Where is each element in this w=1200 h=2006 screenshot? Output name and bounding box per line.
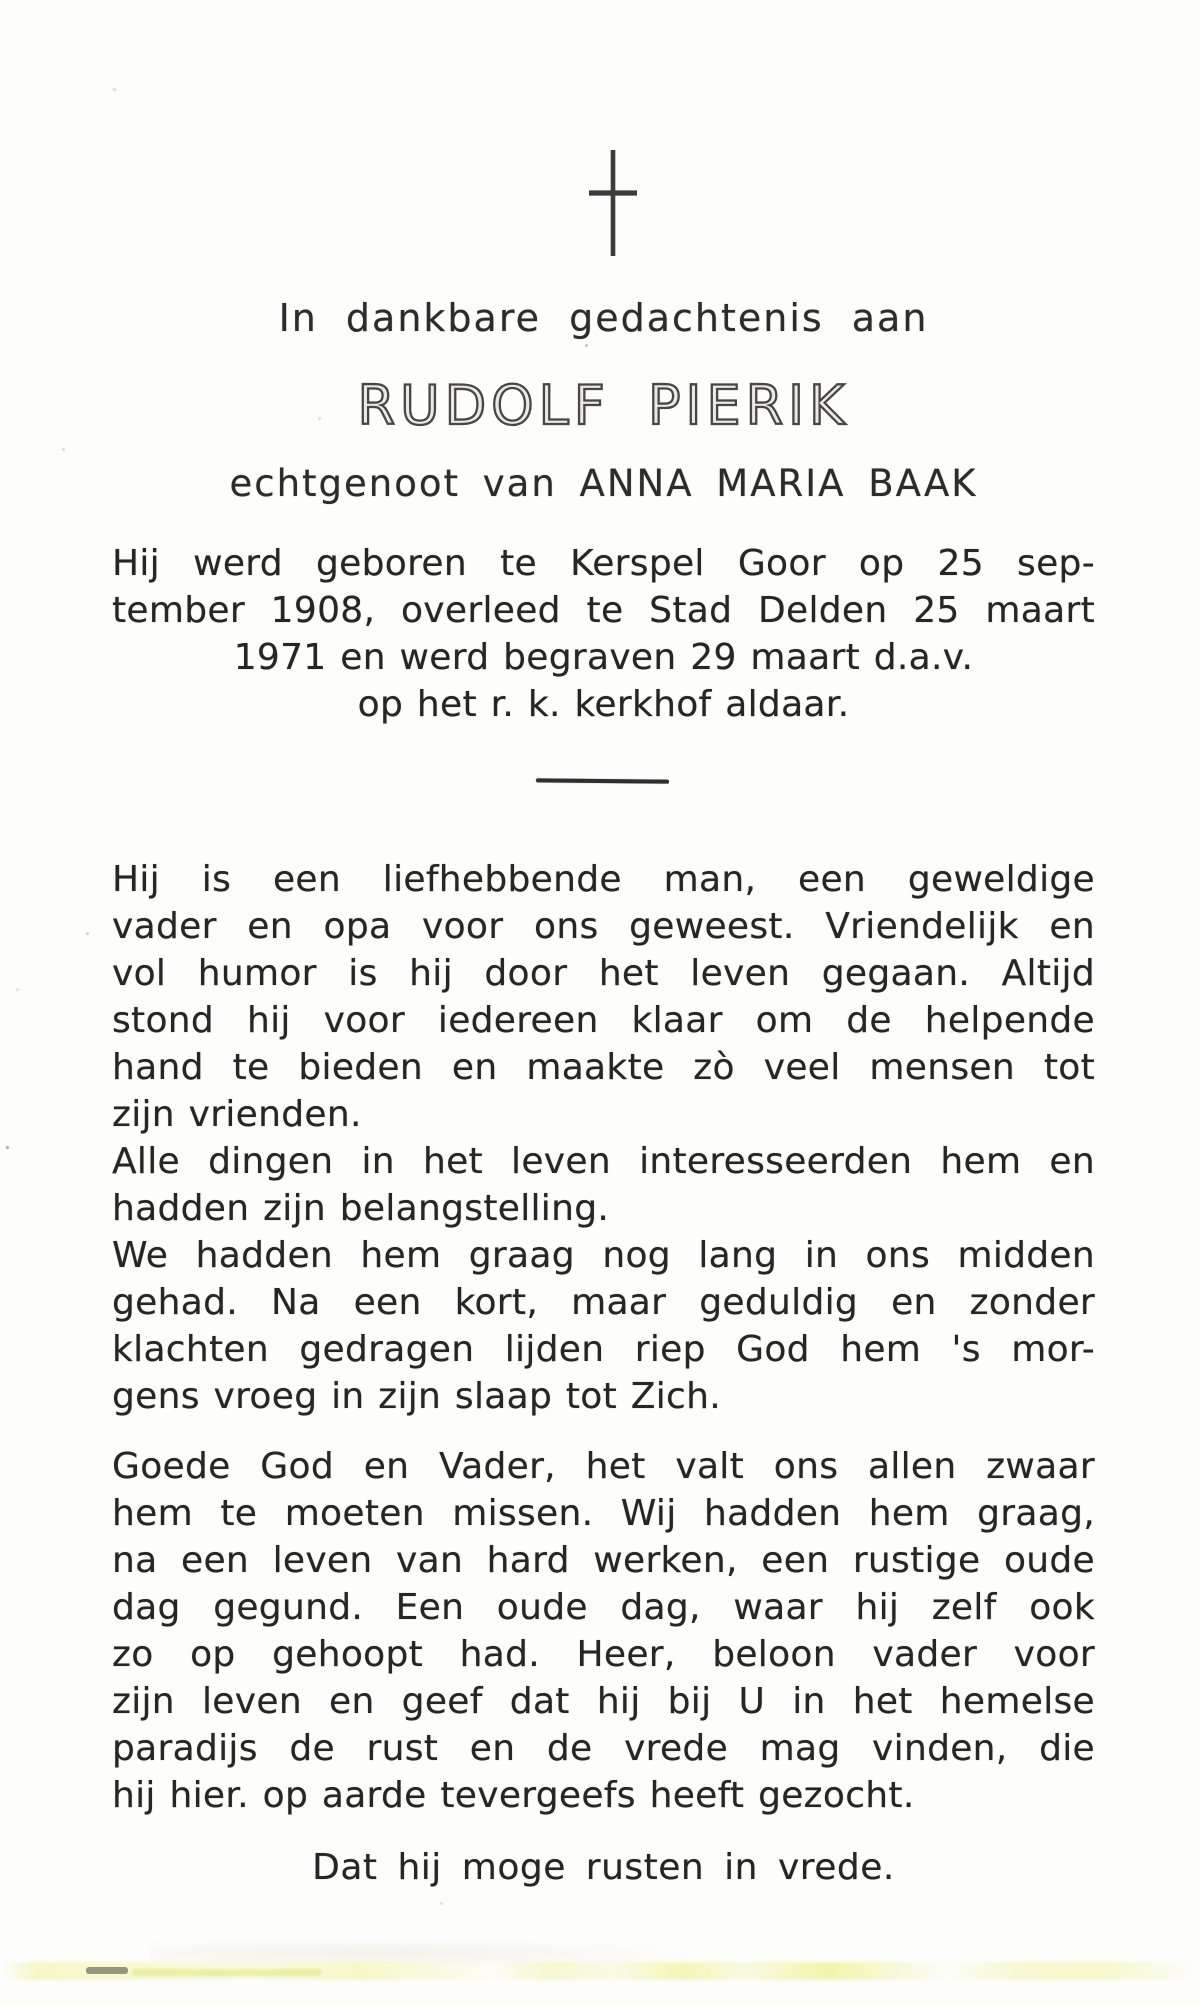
text-line: stond hij voor iedereen klaar om de helpende [112,1000,1095,1041]
deceased-name: RUDOLF PIERIK [357,374,850,437]
text-line: dag gegund. Een oude dag, waar hij zelf ook [112,1587,1095,1628]
memorial-paragraph-1 [112,856,1095,1420]
text-line: gens vroeg in zijn slaap tot Zich. [112,1376,722,1417]
scan-dust [150,1938,710,1964]
text-line: na een leven van hard werken, een rustige oude [112,1540,1095,1581]
scan-artifact-dash-2 [132,1969,322,1976]
text-line: Goede God en Vader, het valt ons allen zwaar [112,1446,1095,1487]
text-line: hadden zijn belangstelling. [112,1188,610,1229]
text-line: zijn vrienden. [112,1094,362,1135]
text-line: zo op gehoopt had. Heer, beloon vader voor [112,1634,1095,1675]
text-line: paradijs de rust en de vrede mag vinden, die [112,1728,1095,1769]
dedication-line: In dankbare gedachtenis aan [278,296,929,340]
text-line: zijn leven en geef dat hij bij U in het hemelse [112,1681,1095,1722]
divider-rule [536,778,669,783]
scan-speck-layer [0,0,3,3]
text-line: gehad. Na een kort, maar geduldig en zonder [112,1282,1095,1323]
scan-artifact-dash [86,1967,128,1974]
text-line: We hadden hem graag nog lang in ons midden [112,1235,1095,1276]
closing-line: Dat hij moge rusten in vrede. [312,1847,895,1888]
memorial-paragraph-2 [112,1443,1095,1819]
text-line: 1971 en werd begraven 29 maart d.a.v. [233,637,974,678]
text-line: tember 1908, overleed te Stad Delden 25 maart [112,590,1095,631]
cross-icon [582,146,644,260]
spouse-line: echtgenoot van ANNA MARIA BAAK [229,462,978,505]
text-line: hij hier. op aarde tevergeefs heeft gezocht. [112,1775,915,1816]
text-line: Hij werd geboren te Kerspel Goor op 25 sep- [112,543,1095,584]
text-line: vader en opa voor ons geweest. Vriendelijk en [112,906,1095,947]
vitals-paragraph [112,540,1095,728]
text-line: op het r. k. kerkhof aldaar. [357,684,850,725]
text-line: hem te moeten missen. Wij hadden hem graag, [112,1493,1095,1534]
text-line: klachten gedragen lijden riep God hem 's mor- [112,1329,1095,1370]
text-line: Hij is een liefhebbende man, een geweldige [112,859,1095,900]
text-line: vol humor is hij door het leven gegaan. Altijd [112,953,1095,994]
text-line: Alle dingen in het leven interesseerden hem en [112,1141,1095,1182]
text-line: hand te bieden en maakte zò veel mensen tot [112,1047,1095,1088]
